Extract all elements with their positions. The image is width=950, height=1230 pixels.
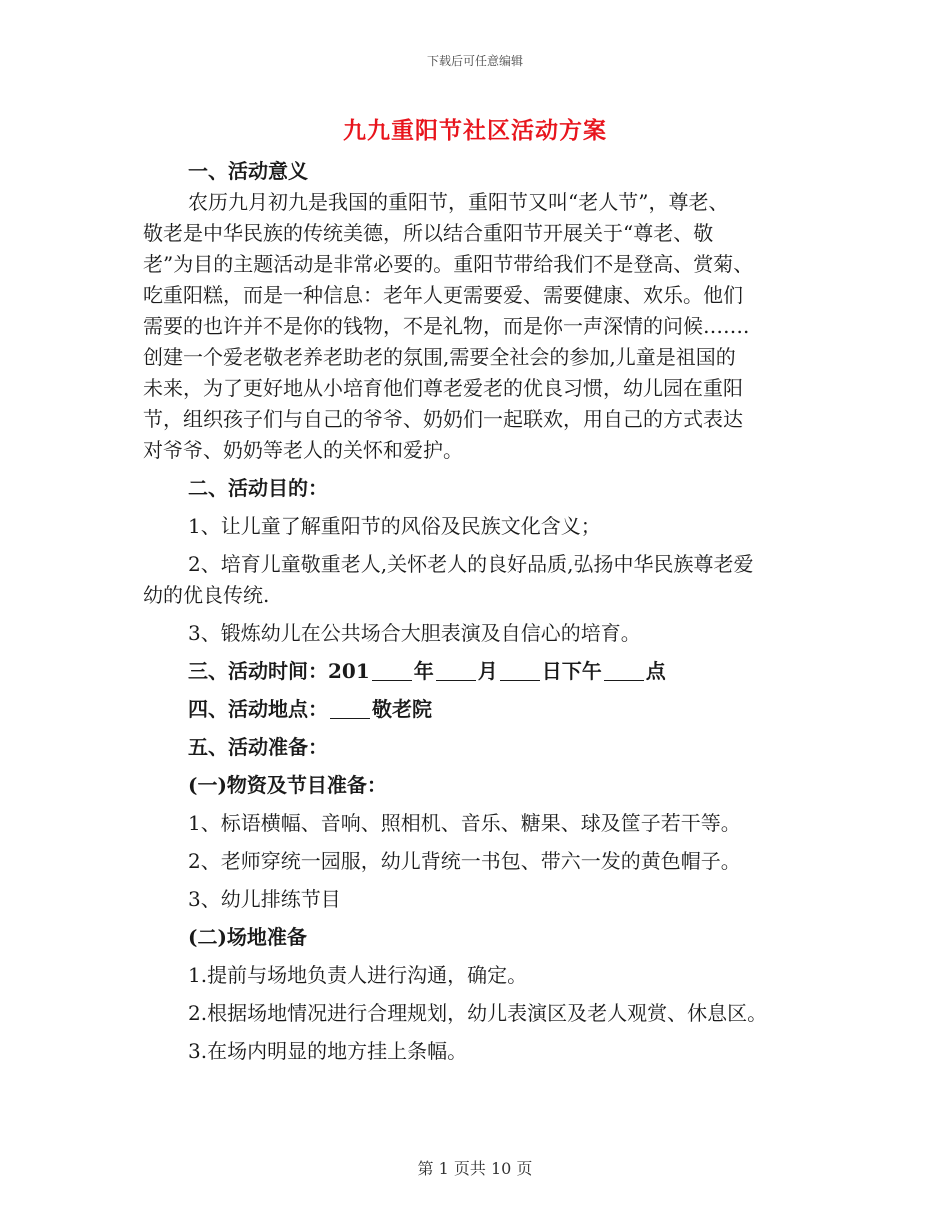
list-item: 3、幼儿排练节目 xyxy=(188,887,341,911)
list-item: 3.在场内明显的地方挂上条幅。 xyxy=(188,1039,468,1063)
page-header: 下载后可任意编辑 xyxy=(426,54,523,68)
document-title: 九九重阳节社区活动方案 xyxy=(343,117,607,144)
day-pm-label: 日下午 xyxy=(541,659,602,683)
paragraph-line: 对爷爷、奶奶等老人的关怀和爱护。 xyxy=(143,438,463,462)
paragraph-line: 未来，为了更好地从小培育他们尊老爱老的优良习惯，幼儿园在重阳 xyxy=(143,376,743,400)
year-label: 年 xyxy=(413,659,434,683)
activity-location-label: 四、活动地点： xyxy=(188,697,328,721)
list-item: 1.提前与场地负责人进行沟通，确定。 xyxy=(188,963,528,987)
hour-label: 点 xyxy=(645,659,666,683)
paragraph-line: 老”为目的主题活动是非常必要的。重阳节带给我们不是登高、赏菊、 xyxy=(143,252,754,276)
paragraph-line: 吃重阳糕，而是一种信息：老年人更需要爱、需要健康、欢乐。他们 xyxy=(143,283,743,307)
activity-location xyxy=(143,694,823,725)
subsection-heading: (二)场地准备 xyxy=(188,925,307,949)
paragraph-line: 需要的也许并不是你的钱物，不是礼物，而是你一声深情的问候……. xyxy=(143,314,750,338)
blank-field xyxy=(372,660,412,681)
list-item: 3、锻炼幼儿在公共场合大胆表演及自信心的培育。 xyxy=(188,621,641,645)
section-heading: 五、活动准备： xyxy=(188,735,328,759)
activity-time-label: 三、活动时间：201 xyxy=(188,659,370,683)
blank-field xyxy=(500,660,540,681)
list-item: 1、让儿童了解重阳节的风俗及民族文化含义； xyxy=(188,514,601,538)
list-item: 2.根据场地情况进行合理规划，幼儿表演区及老人观赏、休息区。 xyxy=(188,1001,768,1025)
month-label: 月 xyxy=(477,659,498,683)
blank-field xyxy=(436,660,476,681)
list-item: 2、老师穿统一园服，幼儿背统一书包、带六一发的黄色帽子。 xyxy=(188,849,741,873)
page-footer: 第 1 页共 10 页 xyxy=(417,1159,533,1178)
paragraph-line: 节，组织孩子们与自己的爷爷、奶奶们一起联欢，用自己的方式表达 xyxy=(143,407,743,431)
paragraph-line: 农历九月初九是我国的重阳节，重阳节又叫“老人节”，尊老、 xyxy=(188,190,729,214)
section-heading: 二、活动目的： xyxy=(188,476,328,500)
location-name: 敬老院 xyxy=(372,697,432,721)
paragraph-line: 创建一个爱老敬老养老助老的氛围,需要全社会的参加,儿童是祖国的 xyxy=(143,345,736,369)
blank-field xyxy=(604,660,644,681)
list-item: 2、培育儿童敬重老人,关怀老人的良好品质,弘扬中华民族尊老爱 xyxy=(188,552,754,576)
list-item: 1、标语横幅、音响、照相机、音乐、糖果、球及筐子若干等。 xyxy=(188,811,741,835)
blank-field xyxy=(330,698,370,719)
paragraph-line: 敬老是中华民族的传统美德，所以结合重阳节开展关于“尊老、敬 xyxy=(143,221,714,245)
document-body xyxy=(143,156,823,1067)
activity-time xyxy=(143,656,823,687)
section-heading: 一、活动意义 xyxy=(188,159,308,183)
list-item-continuation: 幼的优良传统. xyxy=(143,583,270,607)
subsection-heading: (一)物资及节目准备： xyxy=(188,773,387,797)
